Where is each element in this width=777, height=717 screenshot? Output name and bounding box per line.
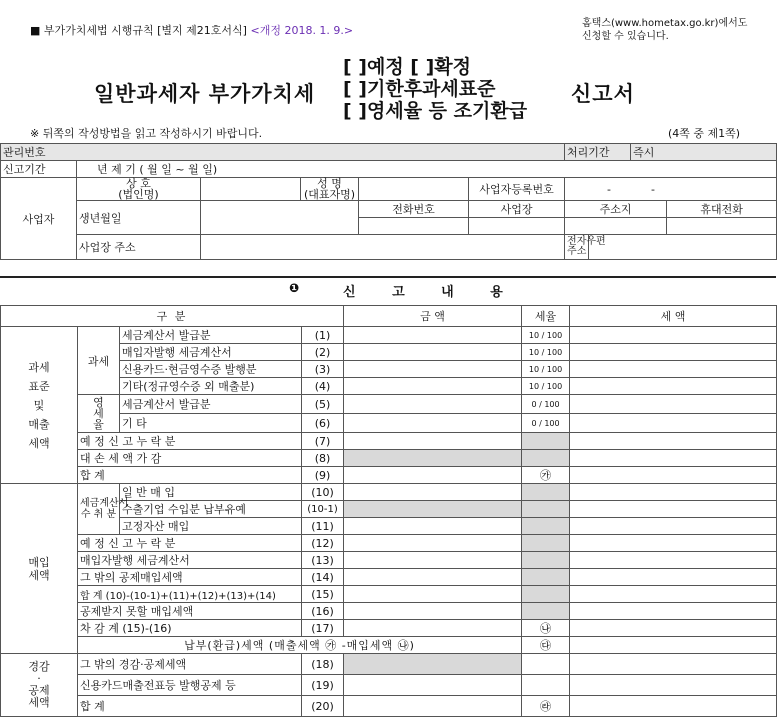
biz-address-label: 사업장 주소 bbox=[77, 235, 201, 260]
biz-address-field[interactable] bbox=[201, 235, 565, 260]
sales-group-3: 및 bbox=[33, 398, 45, 412]
deduction-row-20-amount[interactable] bbox=[344, 696, 522, 717]
deduction-row-19-no: (19) bbox=[302, 675, 344, 696]
purchase-row-10-no: (10) bbox=[302, 484, 344, 501]
sales-row-3-label: 신용카드·현금영수증 발행분 bbox=[120, 361, 302, 378]
sales-row-6-amount[interactable] bbox=[344, 414, 522, 433]
deduction-row-18-no: (18) bbox=[302, 654, 344, 675]
hometax-note-line-2: 신청할 수 있습니다. bbox=[582, 31, 669, 42]
sales-row-4-amount[interactable] bbox=[344, 378, 522, 395]
purchase-row-15-rate bbox=[522, 586, 570, 603]
deduction-row-20-tax[interactable] bbox=[570, 696, 777, 717]
trade-name-field[interactable] bbox=[201, 178, 301, 201]
sales-row-2-rate: 10 / 100 bbox=[522, 344, 570, 361]
purchase-row-13-tax[interactable] bbox=[570, 552, 777, 569]
purchase-row-10-rate bbox=[522, 484, 570, 501]
purchase-row-14-label: 그 밖의 공제매입세액 bbox=[78, 569, 302, 586]
biz-reg-dash-2: - bbox=[651, 182, 656, 196]
sales-row-3-no: (3) bbox=[302, 361, 344, 378]
hometax-note bbox=[582, 17, 747, 43]
col-header-amount: 금 액 bbox=[344, 306, 522, 327]
sales-row-4-no: (4) bbox=[302, 378, 344, 395]
sales-group-2: 표준 bbox=[28, 379, 50, 393]
phone-field[interactable] bbox=[359, 218, 469, 235]
zero-rate-3: 율 bbox=[93, 418, 104, 431]
purchase-group-2: 세액 bbox=[28, 568, 50, 582]
purchase-row-15-label: 합 계 (10)-(10-1)+(11)+(12)+(13)+(14) bbox=[78, 586, 302, 603]
col-header-category: 구 분 bbox=[1, 306, 344, 327]
birth-date-label: 생년월일 bbox=[77, 201, 201, 235]
sales-row-3-amount[interactable] bbox=[344, 361, 522, 378]
sales-row-5-label: 세금계산서 발급분 bbox=[120, 395, 302, 414]
purchase-row-10-1-tax[interactable] bbox=[570, 501, 777, 518]
purchase-row-11-rate bbox=[522, 518, 570, 535]
sales-row-1-tax[interactable] bbox=[570, 327, 777, 344]
sales-row-9-label: 합 계 bbox=[78, 467, 302, 484]
form-title-left: 일반과세자 부가가치세 bbox=[94, 82, 316, 106]
address-place-phone-field[interactable] bbox=[565, 218, 667, 235]
deduction-group-3: 공제 bbox=[28, 684, 50, 697]
sales-row-1-rate: 10 / 100 bbox=[522, 327, 570, 344]
sales-row-1-label: 세금계산서 발급분 bbox=[120, 327, 302, 344]
biz-reg-no-label: 사업자등록번호 bbox=[469, 178, 565, 201]
deduction-row-19-rate bbox=[522, 675, 570, 696]
mgmt-no-label: 관리번호 bbox=[1, 144, 565, 161]
purchase-row-14-no: (14) bbox=[302, 569, 344, 586]
page-info: (4쪽 중 제1쪽) bbox=[668, 127, 741, 140]
deduction-row-19-amount[interactable] bbox=[344, 675, 522, 696]
purchase-row-14-rate bbox=[522, 569, 570, 586]
section-header bbox=[0, 276, 776, 300]
sales-row-9-amount[interactable] bbox=[344, 467, 522, 484]
sales-row-9-tax[interactable] bbox=[570, 467, 777, 484]
payment-mark: ㉰ bbox=[522, 637, 570, 654]
sales-group-1: 과세 bbox=[28, 360, 50, 374]
birth-date-field[interactable] bbox=[201, 201, 359, 235]
sales-row-6-tax[interactable] bbox=[570, 414, 777, 433]
purchase-row-17-label: 차 감 계 (15)-(16) bbox=[78, 620, 302, 637]
deduction-group-1: 경감 bbox=[28, 660, 50, 673]
biz-reg-dash-1: - bbox=[607, 182, 612, 196]
purchase-row-16-label: 공제받지 못할 매입세액 bbox=[78, 603, 302, 620]
deduction-row-20-mark: ㉱ bbox=[522, 696, 570, 717]
purchase-row-17-amount[interactable] bbox=[344, 620, 522, 637]
sales-row-5-rate: 0 / 100 bbox=[522, 395, 570, 414]
purchase-row-13-no: (13) bbox=[302, 552, 344, 569]
deduction-group-label bbox=[1, 654, 78, 717]
sales-row-1-no: (1) bbox=[302, 327, 344, 344]
mobile-label: 휴대전화 bbox=[667, 201, 777, 218]
sales-row-2-label: 매입자발행 세금계산서 bbox=[120, 344, 302, 361]
purchase-row-17-mark: ㉯ bbox=[522, 620, 570, 637]
option-after-deadline[interactable]: [ ]기한후과세표준 bbox=[343, 78, 496, 100]
rep-name-field[interactable] bbox=[359, 178, 469, 201]
purchase-row-11-label: 고정자산 매입 bbox=[120, 518, 302, 535]
purchase-row-11-amount[interactable] bbox=[344, 518, 522, 535]
deduction-group-2: · bbox=[37, 672, 41, 685]
sales-group-5: 세액 bbox=[28, 436, 50, 450]
mobile-field[interactable] bbox=[667, 218, 777, 235]
form-rule-reference bbox=[30, 22, 353, 38]
purchase-row-12-no: (12) bbox=[302, 535, 344, 552]
purchase-row-16-no: (16) bbox=[302, 603, 344, 620]
purchase-group-label bbox=[1, 484, 78, 654]
zero-rate-2: 세 bbox=[93, 407, 104, 420]
email-field[interactable] bbox=[589, 235, 777, 260]
report-table bbox=[0, 305, 777, 717]
trade-name-label-2: (법인명) bbox=[118, 188, 159, 201]
zero-rate-1: 영 bbox=[93, 396, 104, 409]
hometax-note-line-1: 홈택스(www.hometax.go.kr)에서도 bbox=[582, 18, 748, 29]
deduction-row-18-rate bbox=[522, 654, 570, 675]
option-preliminary-final[interactable]: [ ]예정 [ ]확정 bbox=[343, 56, 471, 78]
purchase-row-16-tax[interactable] bbox=[570, 603, 777, 620]
deduction-row-19-label: 신용카드매출전표등 발행공제 등 bbox=[78, 675, 302, 696]
purchase-row-16-rate bbox=[522, 603, 570, 620]
deduction-row-20-label: 합 계 bbox=[78, 696, 302, 717]
sales-row-5-tax[interactable] bbox=[570, 395, 777, 414]
processing-period-value: 즉시 bbox=[631, 144, 777, 161]
sales-row-5-no: (5) bbox=[302, 395, 344, 414]
purchase-row-10-1-amount bbox=[344, 501, 522, 518]
purchase-row-14-tax[interactable] bbox=[570, 569, 777, 586]
business-place-phone-field[interactable] bbox=[469, 218, 565, 235]
sales-row-8-rate bbox=[522, 450, 570, 467]
payment-tax[interactable] bbox=[570, 637, 777, 654]
business-operator-label: 사업자 bbox=[1, 178, 77, 260]
sales-row-8-no: (8) bbox=[302, 450, 344, 467]
rule-ref-text: ■ 부가가치세법 시행규칙 [별지 제21호서식] bbox=[30, 24, 247, 37]
rep-name-label bbox=[301, 178, 359, 201]
purchase-row-10-label: 일 반 매 입 bbox=[120, 484, 302, 501]
sales-row-2-amount[interactable] bbox=[344, 344, 522, 361]
sales-row-6-no: (6) bbox=[302, 414, 344, 433]
purchase-row-14-amount[interactable] bbox=[344, 569, 522, 586]
purchase-row-17-tax[interactable] bbox=[570, 620, 777, 637]
purchase-row-12-label: 예 정 신 고 누 락 분 bbox=[78, 535, 302, 552]
option-early-refund[interactable]: [ ]영세율 등 조기환급 bbox=[343, 100, 528, 122]
rep-name-label-1: 성 명 bbox=[317, 177, 342, 190]
sales-taxable-label: 과세 bbox=[78, 327, 120, 395]
deduction-row-18-label: 그 밖의 경감·공제세액 bbox=[78, 654, 302, 675]
purchase-row-15-tax[interactable] bbox=[570, 586, 777, 603]
invoice-received-1: 세금계산서 bbox=[80, 498, 129, 509]
sales-row-1-amount[interactable] bbox=[344, 327, 522, 344]
trade-name-label bbox=[77, 178, 201, 201]
sales-row-7-label: 예 정 신 고 누 락 분 bbox=[78, 433, 302, 450]
deduction-group-4: 세액 bbox=[28, 696, 50, 709]
purchase-group-1: 매입 bbox=[28, 555, 50, 569]
payment-label: 납부(환급)세액 (매출세액 ㉮ -매입세액 ㉯) bbox=[78, 637, 522, 654]
biz-reg-no-field[interactable] bbox=[565, 178, 777, 201]
sales-row-2-no: (2) bbox=[302, 344, 344, 361]
purchase-row-15-amount[interactable] bbox=[344, 586, 522, 603]
sales-row-7-tax[interactable] bbox=[570, 433, 777, 450]
purchase-row-11-tax[interactable] bbox=[570, 518, 777, 535]
phone-label: 전화번호 bbox=[359, 201, 469, 218]
trade-name-label-1: 상 호 bbox=[126, 177, 151, 190]
report-period-field[interactable]: 년 제 기 ( 월 일 ~ 월 일) bbox=[77, 161, 777, 178]
instruction-text: ※ 뒤쪽의 작성방법을 읽고 작성하시기 바랍니다. bbox=[30, 127, 263, 140]
sales-group-4: 매출 bbox=[28, 417, 50, 431]
purchase-row-13-amount[interactable] bbox=[344, 552, 522, 569]
deduction-row-18-tax[interactable] bbox=[570, 654, 777, 675]
report-type-options bbox=[343, 56, 527, 122]
purchase-row-10-1-rate bbox=[522, 501, 570, 518]
purchase-row-10-amount[interactable] bbox=[344, 484, 522, 501]
email-label-2: 주소 bbox=[567, 246, 587, 257]
section-title: 신 고 내 용 bbox=[343, 285, 519, 300]
sales-row-8-tax[interactable] bbox=[570, 450, 777, 467]
sales-row-7-amount[interactable] bbox=[344, 433, 522, 450]
sales-row-8-amount bbox=[344, 450, 522, 467]
revision-text: <개정 2018. 1. 9.> bbox=[250, 24, 354, 37]
section-number: ❶ bbox=[289, 281, 300, 295]
purchase-row-17-no: (17) bbox=[302, 620, 344, 637]
purchase-row-11-no: (11) bbox=[302, 518, 344, 535]
rep-name-label-2: (대표자명) bbox=[303, 188, 356, 201]
sales-row-7-rate bbox=[522, 433, 570, 450]
sales-row-9-no: (9) bbox=[302, 467, 344, 484]
info-table bbox=[0, 143, 777, 260]
purchase-row-10-tax[interactable] bbox=[570, 484, 777, 501]
col-header-tax-amount: 세 액 bbox=[570, 306, 777, 327]
sales-row-4-tax[interactable] bbox=[570, 378, 777, 395]
email-label bbox=[565, 235, 606, 260]
address-place-label: 주소지 bbox=[565, 201, 667, 218]
sales-row-7-no: (7) bbox=[302, 433, 344, 450]
purchase-row-12-amount[interactable] bbox=[344, 535, 522, 552]
sales-row-6-rate: 0 / 100 bbox=[522, 414, 570, 433]
purchase-row-15-no: (15) bbox=[302, 586, 344, 603]
deduction-row-20-no: (20) bbox=[302, 696, 344, 717]
sales-row-5-amount[interactable] bbox=[344, 395, 522, 414]
purchase-row-12-rate bbox=[522, 535, 570, 552]
sales-row-3-tax[interactable] bbox=[570, 361, 777, 378]
purchase-row-10-1-label: 수출기업 수입분 납부유예 bbox=[120, 501, 302, 518]
business-place-label: 사업장 bbox=[469, 201, 565, 218]
sales-row-6-label: 기 타 bbox=[120, 414, 302, 433]
zero-rate-label bbox=[78, 395, 120, 433]
email-label-1: 전자우편 bbox=[567, 236, 606, 247]
sales-row-4-label: 기타(정규영수증 외 매출분) bbox=[120, 378, 302, 395]
invoice-received-2: 수 취 분 bbox=[80, 509, 117, 520]
sales-group-label bbox=[1, 327, 78, 484]
invoice-received-label bbox=[78, 484, 129, 535]
form-title-right: 신고서 bbox=[571, 82, 635, 106]
sales-row-4-rate: 10 / 100 bbox=[522, 378, 570, 395]
purchase-row-10-1-no: (10-1) bbox=[302, 501, 344, 518]
col-header-tax-rate: 세율 bbox=[522, 306, 570, 327]
purchase-row-16-amount[interactable] bbox=[344, 603, 522, 620]
purchase-row-12-tax[interactable] bbox=[570, 535, 777, 552]
deduction-row-19-tax[interactable] bbox=[570, 675, 777, 696]
sales-row-8-label: 대 손 세 액 가 감 bbox=[78, 450, 302, 467]
report-period-label: 신고기간 bbox=[1, 161, 77, 178]
deduction-row-18-amount bbox=[344, 654, 522, 675]
purchase-row-13-rate bbox=[522, 552, 570, 569]
sales-row-9-mark: ㉮ bbox=[522, 467, 570, 484]
purchase-row-13-label: 매입자발행 세금계산서 bbox=[78, 552, 302, 569]
sales-row-2-tax[interactable] bbox=[570, 344, 777, 361]
processing-period-label: 처리기간 bbox=[565, 144, 631, 161]
sales-row-3-rate: 10 / 100 bbox=[522, 361, 570, 378]
